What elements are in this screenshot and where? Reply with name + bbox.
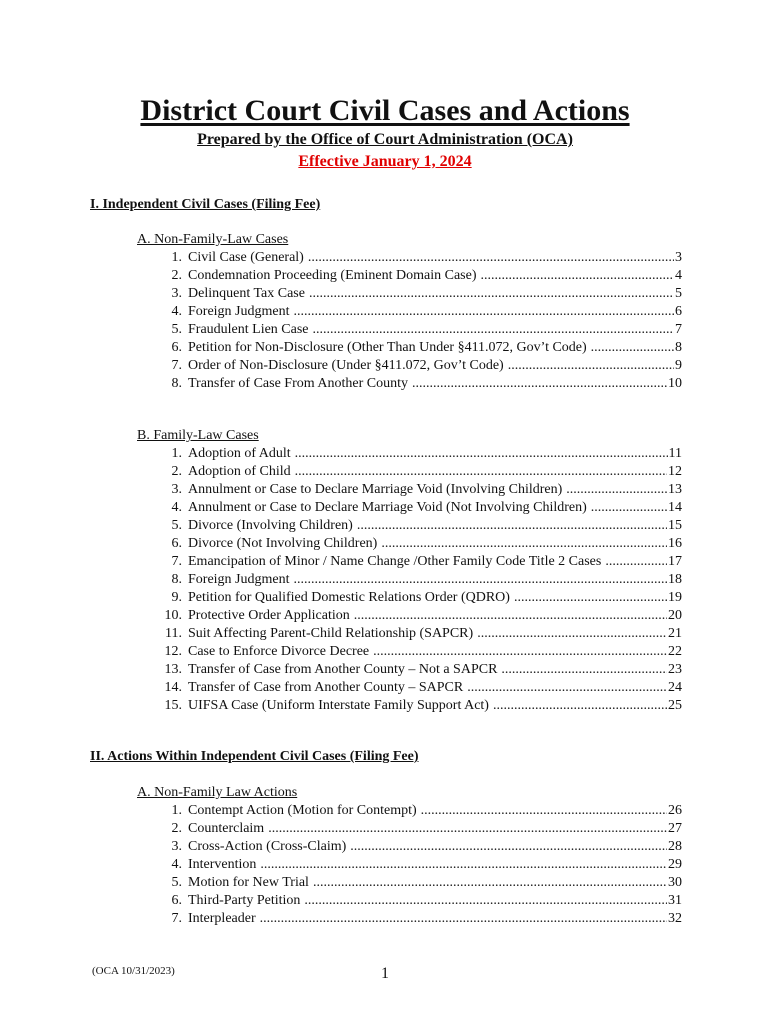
toc-entry-label: Divorce (Not Involving Children) [188, 536, 378, 551]
toc-entry-label: Transfer of Case from Another County – SAPCR [188, 680, 464, 695]
toc-entry [160, 802, 682, 820]
toc-leader-dots [481, 267, 675, 285]
toc-entry [160, 697, 682, 715]
toc-entry-label: Delinquent Tax Case [188, 286, 305, 301]
toc-entry-label: Cross-Action (Cross-Claim) [188, 839, 347, 854]
toc-entry-number: 2. [171, 821, 182, 836]
toc-entry-label: UIFSA Case (Uniform Interstate Family Support Act) [188, 698, 489, 713]
toc-entry-number: 7. [171, 554, 182, 569]
toc-entry-page: 16 [668, 536, 682, 551]
toc-entry-number: 8. [171, 572, 182, 587]
toc-entry-page: 9 [675, 358, 682, 373]
toc-leader-dots [508, 357, 674, 375]
toc-entry [160, 838, 682, 856]
toc-entry-label: Counterclaim [188, 821, 265, 836]
toc-leader-dots [477, 625, 667, 643]
toc-entry-page: 14 [668, 500, 682, 515]
toc-leader-dots [501, 661, 667, 679]
toc-entry-label: Petition for Non-Disclosure (Other Than Under §411.072, Gov’t Code) [188, 340, 587, 355]
toc-leader-dots [313, 874, 667, 892]
toc-entry-page: 23 [668, 662, 682, 677]
toc-entry [160, 571, 682, 589]
toc-leader-dots [591, 499, 667, 517]
toc-entry-label: Foreign Judgment [188, 572, 290, 587]
toc-entry [160, 553, 682, 571]
toc-entry-number: 4. [171, 500, 182, 515]
toc-leader-dots [605, 553, 667, 571]
toc-entry-page: 5 [675, 286, 682, 301]
toc-entry [160, 625, 682, 643]
toc-leader-dots [357, 517, 667, 535]
toc-entry-label: Fraudulent Lien Case [188, 322, 309, 337]
toc-entry-page: 4 [675, 268, 682, 283]
section-2a-heading: A. Non-Family Law Actions [137, 785, 298, 800]
toc-entry-number: 8. [171, 376, 182, 391]
toc-entry-label: Transfer of Case From Another County [188, 376, 408, 391]
toc-leader-dots [308, 249, 674, 267]
toc-leader-dots [260, 856, 667, 874]
toc-entry [160, 535, 682, 553]
toc-entry-number: 5. [171, 322, 182, 337]
toc-entry-page: 28 [668, 839, 682, 854]
toc-entry [160, 499, 682, 517]
toc-leader-dots [268, 820, 667, 838]
toc-entry-label: Emancipation of Minor / Name Change /Other Family Code Title 2 Cases [188, 554, 602, 569]
toc-entry-label: Adoption of Child [188, 464, 291, 479]
toc-entry-label: Transfer of Case from Another County – Not a SAPCR [188, 662, 498, 677]
toc-entry-page: 30 [668, 875, 682, 890]
toc-leader-dots [381, 535, 667, 553]
toc-entry-number: 1. [171, 250, 182, 265]
toc-entry-label: Third-Party Petition [188, 893, 301, 908]
toc-entry-number: 11. [165, 626, 182, 641]
section-1a-heading: A. Non-Family-Law Cases [137, 232, 289, 247]
toc-entry-label: Adoption of Adult [188, 446, 291, 461]
toc-leader-dots [294, 571, 668, 589]
toc-leader-dots [295, 445, 668, 463]
toc-entry [160, 643, 682, 661]
toc-entry-label: Petition for Qualified Domestic Relations Order (QDRO) [188, 590, 510, 605]
toc-entry-number: 2. [171, 268, 182, 283]
toc-entry-number: 10. [164, 608, 182, 623]
toc-entry [160, 856, 682, 874]
toc-entry [160, 661, 682, 679]
toc-entry-number: 3. [171, 286, 182, 301]
toc-entry-number: 7. [171, 358, 182, 373]
toc-entry-label: Contempt Action (Motion for Contempt) [188, 803, 417, 818]
toc-entry [160, 607, 682, 625]
section-1-heading: I. Independent Civil Cases (Filing Fee) [90, 197, 321, 212]
toc-entry-page: 19 [668, 590, 682, 605]
toc-leader-dots [313, 321, 674, 339]
toc-entry-page: 17 [668, 554, 682, 569]
toc-entry-number: 5. [171, 518, 182, 533]
toc-entry-number: 7. [171, 911, 182, 926]
toc-entry-label: Motion for New Trial [188, 875, 309, 890]
toc-entry-page: 6 [675, 304, 682, 319]
toc-leader-dots [467, 679, 667, 697]
toc-entry-page: 15 [668, 518, 682, 533]
toc-leader-dots [412, 375, 667, 393]
toc-entry-page: 20 [668, 608, 682, 623]
toc-entry [160, 910, 682, 928]
toc-entry [160, 357, 682, 375]
toc-entry [160, 892, 682, 910]
toc-entry-label: Interpleader [188, 911, 256, 926]
toc-entry-label: Annulment or Case to Declare Marriage Void (Involving Children) [188, 482, 563, 497]
toc-entry [160, 874, 682, 892]
toc-leader-dots [354, 607, 667, 625]
toc-entry-number: 3. [171, 482, 182, 497]
toc-entry-number: 1. [171, 803, 182, 818]
document-title: District Court Civil Cases and Actions [140, 94, 630, 127]
toc-entry [160, 303, 682, 321]
toc-entry [160, 463, 682, 481]
toc-entry-number: 6. [171, 536, 182, 551]
toc-entry [160, 267, 682, 285]
toc-entry-page: 12 [668, 464, 682, 479]
toc-entry-label: Divorce (Involving Children) [188, 518, 353, 533]
effective-date: Effective January 1, 2024 [298, 153, 472, 170]
toc-entry-label: Intervention [188, 857, 257, 872]
toc-entry-page: 32 [668, 911, 682, 926]
toc-entry-number: 3. [171, 839, 182, 854]
toc-entry-number: 9. [171, 590, 182, 605]
page-number: 1 [381, 965, 389, 982]
toc-entry-label: Order of Non-Disclosure (Under §411.072, Gov’t Code) [188, 358, 504, 373]
toc-entry-page: 7 [675, 322, 682, 337]
toc-entry [160, 375, 682, 393]
toc-leader-dots [566, 481, 667, 499]
toc-entry-label: Suit Affecting Parent-Child Relationship (SAPCR) [188, 626, 474, 641]
toc-entry-page: 13 [668, 482, 682, 497]
toc-entry-page: 31 [668, 893, 682, 908]
toc-entry-page: 27 [668, 821, 682, 836]
toc-entry-label: Foreign Judgment [188, 304, 290, 319]
form-code: (OCA 10/31/2023) [92, 965, 175, 977]
toc-entry [160, 481, 682, 499]
toc-entry-label: Case to Enforce Divorce Decree [188, 644, 370, 659]
toc-entry-page: 18 [668, 572, 682, 587]
toc-entry-number: 15. [164, 698, 182, 713]
toc-entry-page: 26 [668, 803, 682, 818]
toc-entry-number: 2. [171, 464, 182, 479]
toc-entry-label: Protective Order Application [188, 608, 350, 623]
toc-leader-dots [373, 643, 667, 661]
toc-entry-label: Civil Case (General) [188, 250, 304, 265]
section-1b-list [160, 445, 682, 715]
toc-entry-number: 5. [171, 875, 182, 890]
toc-entry-page: 8 [675, 340, 682, 355]
toc-leader-dots [309, 285, 674, 303]
toc-entry-label: Annulment or Case to Declare Marriage Void (Not Involving Children) [188, 500, 587, 515]
toc-entry [160, 820, 682, 838]
toc-entry-page: 11 [668, 446, 682, 461]
section-1a-list [160, 249, 682, 393]
toc-entry-number: 6. [171, 893, 182, 908]
toc-leader-dots [514, 589, 667, 607]
toc-entry-number: 12. [164, 644, 182, 659]
section-2-heading: II. Actions Within Independent Civil Cases (Filing Fee) [90, 749, 419, 764]
toc-leader-dots [260, 910, 667, 928]
toc-entry [160, 589, 682, 607]
toc-entry-page: 25 [668, 698, 682, 713]
toc-entry-page: 29 [668, 857, 682, 872]
toc-entry [160, 339, 682, 357]
toc-entry-page: 21 [668, 626, 682, 641]
document-subtitle: Prepared by the Office of Court Administration (OCA) [197, 131, 573, 148]
toc-entry-label: Condemnation Proceeding (Eminent Domain Case) [188, 268, 477, 283]
toc-entry-page: 22 [668, 644, 682, 659]
toc-entry-number: 14. [164, 680, 182, 695]
toc-entry-number: 6. [171, 340, 182, 355]
toc-leader-dots [493, 697, 667, 715]
section-2a-list [160, 802, 682, 928]
toc-leader-dots [295, 463, 667, 481]
toc-entry-number: 4. [171, 304, 182, 319]
toc-entry-page: 24 [668, 680, 682, 695]
toc-entry-number: 13. [164, 662, 182, 677]
toc-entry [160, 517, 682, 535]
toc-leader-dots [421, 802, 667, 820]
toc-leader-dots [304, 892, 667, 910]
toc-entry [160, 679, 682, 697]
section-1b-heading: B. Family-Law Cases [137, 428, 259, 443]
toc-entry [160, 285, 682, 303]
toc-entry [160, 445, 682, 463]
toc-entry-number: 1. [171, 446, 182, 461]
toc-entry-page: 3 [675, 250, 682, 265]
toc-leader-dots [591, 339, 674, 357]
toc-entry [160, 321, 682, 339]
toc-entry [160, 249, 682, 267]
toc-entry-number: 4. [171, 857, 182, 872]
toc-leader-dots [294, 303, 675, 321]
toc-leader-dots [350, 838, 667, 856]
toc-entry-page: 10 [668, 376, 682, 391]
